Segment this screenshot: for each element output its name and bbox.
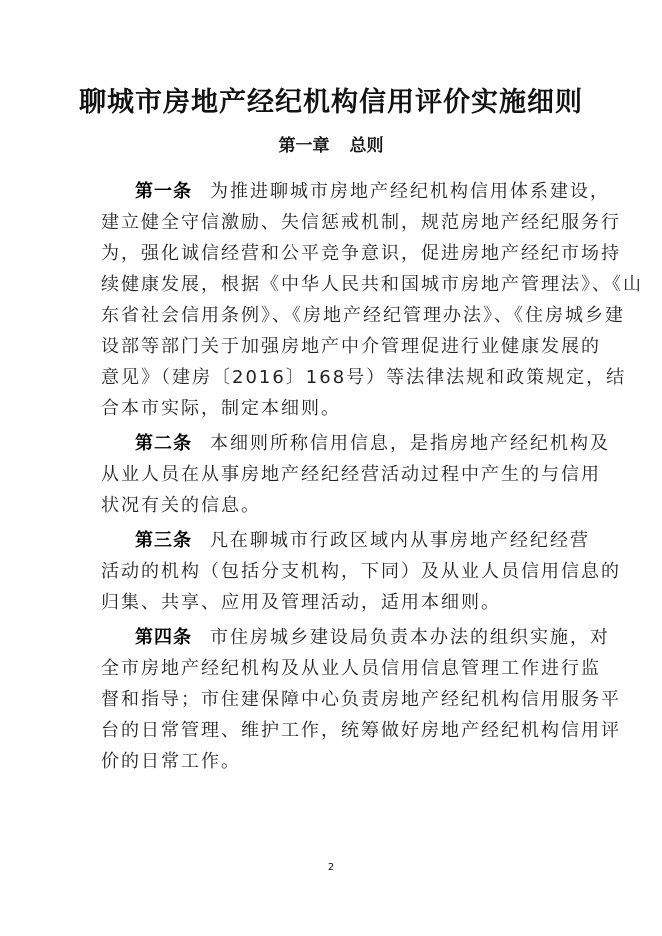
text-line xyxy=(101,300,625,331)
line-text: 设部等部门关于加强房地产中介管理促进行业健康发展的 xyxy=(101,336,601,357)
line-text: 合本市实际，制定本细则。 xyxy=(101,398,341,419)
line-text: 为，强化诚信经营和公平竞争意识，促进房地产经纪市场持 xyxy=(101,243,621,264)
line-text: 为推进聊城市房地产经纪机构信用体系建设， xyxy=(210,181,610,202)
page-number: 2 xyxy=(327,862,335,873)
text-line xyxy=(101,587,560,618)
text-line xyxy=(101,715,621,746)
line-text: 本细则所称信用信息，是指房地产经纪机构及 xyxy=(210,433,610,454)
line-text: 状况有关的信息。 xyxy=(101,495,261,516)
chapter-name: 总则 xyxy=(349,136,384,156)
article-label: 第一条 xyxy=(135,181,192,202)
line-text: 东省社会信用条例》、《房地产经纪管理办法》、《住房城乡建 xyxy=(101,305,625,326)
article-paragraph xyxy=(101,176,643,424)
line-text: 活动的机构（包括分支机构，下同）及从业人员信用信息的 xyxy=(101,561,621,582)
line-text: 凡在聊城市行政区域内从事房地产经纪经营 xyxy=(210,530,590,551)
text-line xyxy=(101,331,601,362)
text-line xyxy=(101,653,601,684)
line-text: 意见》（建房〔2016〕168号）等法律法规和政策规定，结 xyxy=(101,367,627,388)
line-text: 价的日常工作。 xyxy=(101,751,241,772)
document-body xyxy=(101,176,643,781)
text-line xyxy=(101,269,643,300)
text-line xyxy=(101,362,627,393)
text-line xyxy=(101,428,610,459)
text-line xyxy=(101,746,560,777)
article-paragraph xyxy=(101,428,610,521)
chapter-heading xyxy=(0,131,662,156)
line-text: 市住房城乡建设局负责本办法的组织实施，对 xyxy=(210,627,610,648)
line-text: 督和指导；市住建保障中心负责房地产经纪机构信用服务平 xyxy=(101,689,621,710)
text-line xyxy=(101,622,610,653)
article-paragraph xyxy=(101,622,621,777)
article-paragraph xyxy=(101,525,621,618)
chapter-number: 第一章 xyxy=(278,136,330,156)
text-line xyxy=(101,556,621,587)
article-label: 第四条 xyxy=(135,627,192,648)
line-text: 建立健全守信激励、失信惩戒机制，规范房地产经纪服务行 xyxy=(101,212,621,233)
line-text: 台的日常管理、维护工作，统筹做好房地产经纪机构信用评 xyxy=(101,720,621,741)
text-line xyxy=(101,176,610,207)
text-line xyxy=(101,684,621,715)
text-line xyxy=(101,207,621,238)
line-text: 续健康发展，根据《中华人民共和国城市房地产管理法》、《山 xyxy=(101,274,643,295)
text-line xyxy=(101,393,560,424)
document-title: 聊城市房地产经纪机构信用评价实施细则 xyxy=(79,87,583,118)
text-line xyxy=(101,490,560,521)
article-label: 第二条 xyxy=(135,433,192,454)
line-text: 全市房地产经纪机构及从业人员信用信息管理工作进行监 xyxy=(101,658,601,679)
line-text: 从业人员在从事房地产经纪经营活动过程中产生的与信用 xyxy=(101,464,601,485)
text-line xyxy=(101,459,601,490)
article-label: 第三条 xyxy=(135,530,192,551)
line-text: 归集、共享、应用及管理活动，适用本细则。 xyxy=(101,592,501,613)
text-line xyxy=(101,238,621,269)
text-line xyxy=(101,525,590,556)
